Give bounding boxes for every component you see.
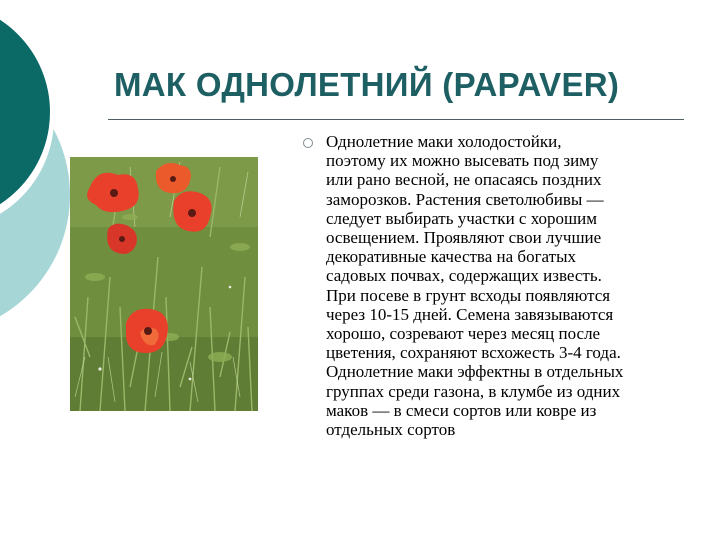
- text-line: отдельных сортов: [326, 420, 456, 440]
- poppy-photo: [70, 157, 258, 411]
- slide-title: МАК ОДНОЛЕТНИЙ (PAPAVER): [114, 66, 620, 103]
- text-line: Однолетние маки холодостойки,: [326, 132, 562, 151]
- text-line: поэтому их можно высевать под зиму: [326, 151, 599, 171]
- hollow-circle-bullet-icon: [303, 138, 313, 148]
- title-divider: [108, 119, 684, 120]
- text-line: через 10-15 дней. Семена завязываются: [326, 304, 614, 324]
- text-line: или рано весной, не опасаясь поздних: [326, 170, 602, 190]
- text-line: Однолетние маки эффектны в отдельных: [326, 362, 624, 382]
- text-line: садовых почвах, содержащих известь.: [326, 266, 602, 286]
- text-line: При посеве в грунт всходы появляются: [326, 285, 611, 305]
- text-line: заморозков. Растения светолюбивы —: [326, 189, 604, 209]
- text-line: цветения, сохраняют всхожесть 3-4 года.: [326, 343, 621, 363]
- text-line: хорошо, созревают через месяц после: [326, 324, 601, 344]
- text-line: группах среди газона, в клумбе из одних: [326, 381, 621, 401]
- body-paragraph: [326, 132, 696, 439]
- text-line: декоративные качества на богатых: [326, 247, 576, 267]
- text-line: освещением. Проявляют свои лучшие: [326, 228, 602, 248]
- text-line: маков — в смеси сортов или ковре из: [326, 400, 597, 420]
- text-line: следует выбирать участки с хорошим: [326, 208, 598, 228]
